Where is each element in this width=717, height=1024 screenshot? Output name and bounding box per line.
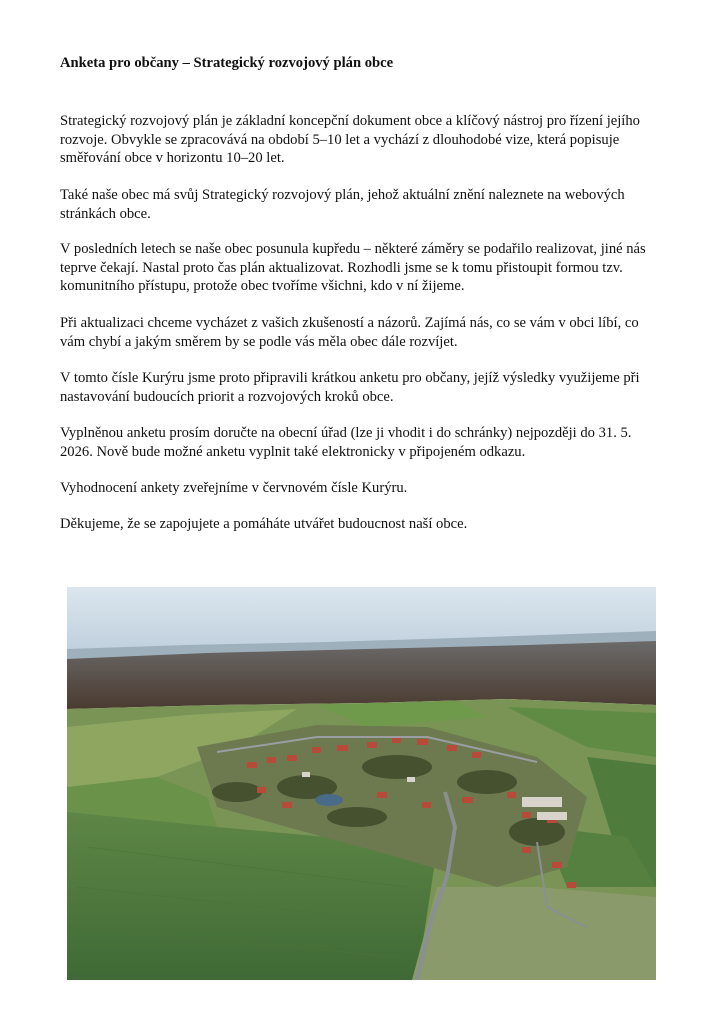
paragraph-progress: V posledních letech se naše obec posunula kupředu – některé záměry se podařilo realizovat, jiné nás teprve čekají. Nastal proto čas plán aktualizovat. Rozhodli jsme se k tomu přistoupit formou tzv. komunitního přístupu, protože obec tvoříme všichni, kdo v ní žijeme. [60, 241, 646, 294]
paragraph-results: Vyhodnocení ankety zveřejníme v červnovém čísle Kurýru. [60, 480, 408, 496]
paragraph-thanks: Děkujeme, že se zapojujete a pomáháte utvářet budoucnost naší obce. [60, 516, 468, 532]
paragraph-experience: Při aktualizaci chceme vycházet z vašich zkušeností a názorů. Zajímá nás, co se vám v obci líbí, co vám chybí a jakým směrem by se podle vás měla obec dále rozvíjet. [60, 315, 639, 350]
document-title: Anketa pro občany – Strategický rozvojový plán obce [60, 55, 394, 71]
paragraph-current-plan: Také naše obec má svůj Strategický rozvojový plán, jehož aktuální znění naleznete na webových stránkách obce. [60, 187, 625, 222]
paragraph-intro: Strategický rozvojový plán je základní koncepční dokument obce a klíčový nástroj pro řízení jejího rozvoje. Obvykle se zpracovává na období 5–10 let a vychází z dlouhodobé vize, která popisuje směřování obce v horizontu 10–20 let. [60, 113, 640, 166]
aerial-village-photo [67, 587, 656, 980]
paragraph-deadline: Vyplněnou anketu prosím doručte na obecní úřad (lze ji vhodit i do schránky) nejpozději do 31. 5. 2026. Nově bude možné anketu vyplnit také elektronicky v připojeném odkazu. [60, 425, 632, 460]
paragraph-survey: V tomto čísle Kurýru jsme proto připravili krátkou anketu pro občany, jejíž výsledky využijeme při nastavování budoucích priorit a rozvojových kroků obce. [60, 370, 640, 405]
